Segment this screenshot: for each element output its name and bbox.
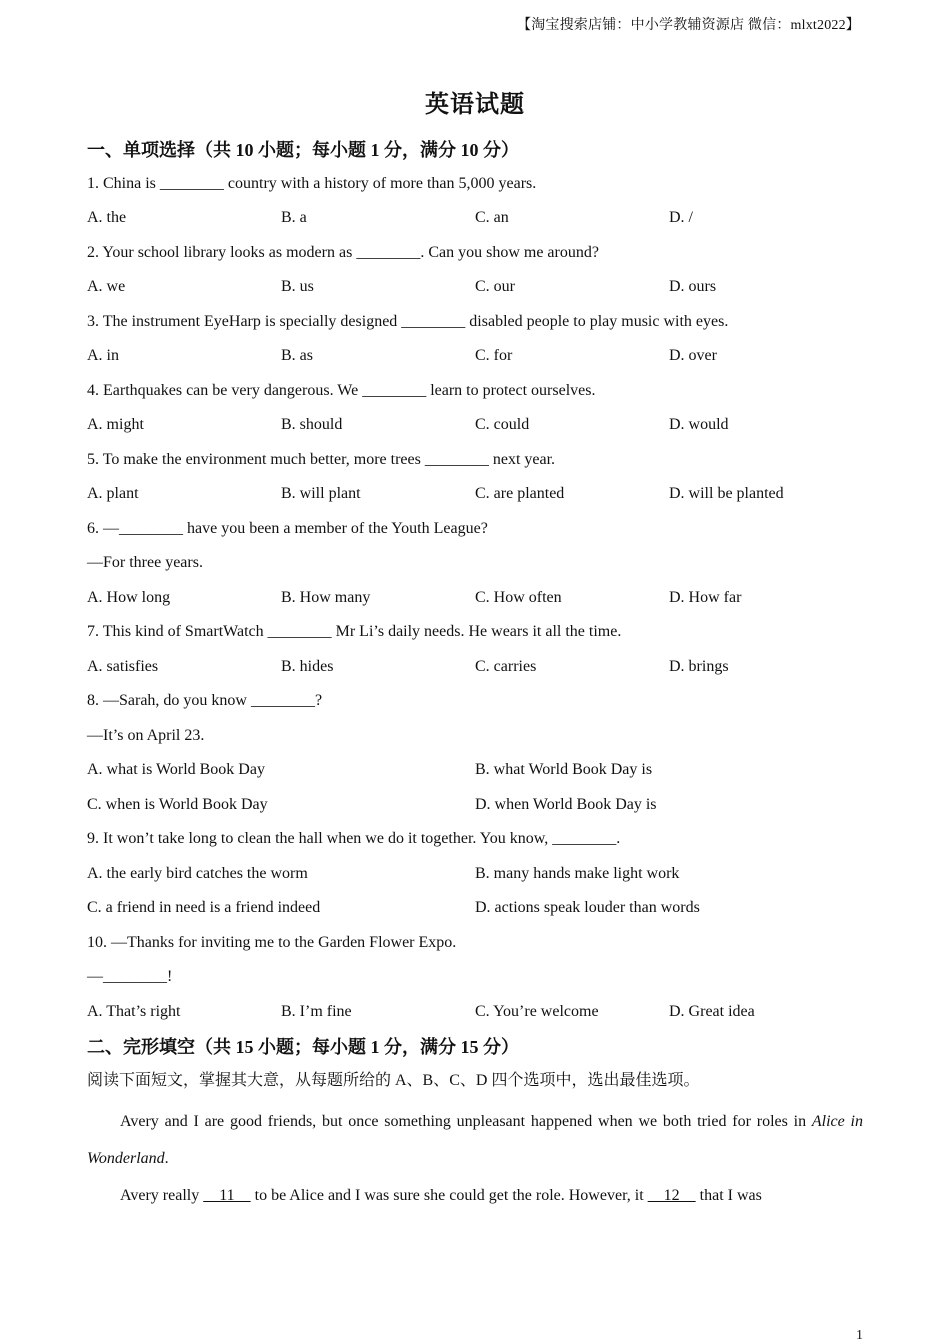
option-b: B. many hands make light work: [475, 864, 680, 882]
blank-11: 11: [203, 1187, 251, 1204]
question-6-reply: —For three years.: [87, 554, 203, 571]
exam-content: [87, 137, 863, 1214]
page-title: 英语试题: [425, 92, 525, 118]
question-1-options: [87, 206, 863, 241]
question-3: 3. The instrument EyeHarp is specially designed ________ disabled people to play music with eyes.: [87, 312, 729, 330]
question-10-reply: —________!: [87, 968, 173, 985]
blank-12: 12: [647, 1187, 696, 1204]
question-9: 9. It won’t take long to clean the hall when we do it together. You know, ________.: [87, 830, 621, 847]
passage-text-end: .: [164, 1150, 169, 1167]
option-d: D. when World Book Day is: [475, 795, 657, 813]
option-c: C. are planted: [475, 485, 565, 502]
option-d: D. How far: [669, 588, 742, 606]
question-6-options: [87, 586, 863, 621]
option-d: D. ours: [669, 278, 717, 295]
option-c: C. for: [475, 347, 513, 364]
option-b: B. a: [281, 209, 307, 226]
option-d: D. brings: [669, 657, 729, 675]
option-a: A. That’s right: [87, 1002, 181, 1020]
option-a: A. the: [87, 209, 127, 226]
question-8-reply: —It’s on April 23.: [87, 726, 205, 744]
option-b: B. I’m fine: [281, 1002, 352, 1020]
option-c: C. How often: [475, 588, 562, 606]
option-c: C. when is World Book Day: [87, 795, 268, 813]
passage-text: Avery really: [120, 1187, 204, 1204]
option-a: A. might: [87, 416, 144, 433]
option-a: A. satisfies: [87, 657, 159, 675]
option-b: B. as: [281, 347, 313, 364]
option-b: B. should: [281, 416, 343, 433]
passage-text: that I was: [695, 1187, 762, 1204]
question-7: 7. This kind of SmartWatch ________ Mr Li’s daily needs. He wears it all the time.: [87, 623, 622, 640]
option-c: C. an: [475, 209, 509, 226]
page-number: 1: [856, 1328, 863, 1343]
question-2: 2. Your school library looks as modern as ________. Can you show me around?: [87, 243, 599, 261]
section1-heading: 一、单项选择（共 10 小题；每小题 1 分，满分 10 分）: [87, 140, 519, 160]
option-c: C. a friend in need is a friend indeed: [87, 899, 321, 916]
option-a: A. in: [87, 347, 119, 364]
passage-paragraph-2: [87, 1177, 863, 1214]
question-4-options: [87, 413, 863, 448]
section2-heading: 二、完形填空（共 15 小题；每小题 1 分，满分 15 分）: [87, 1037, 519, 1057]
question-7-options: [87, 655, 863, 690]
option-d: D. will be planted: [669, 485, 784, 502]
option-c: C. could: [475, 416, 530, 433]
question-9-options-row1: [87, 862, 863, 897]
option-a: A. what is World Book Day: [87, 761, 265, 778]
question-1: 1. China is ________ country with a history of more than 5,000 years.: [87, 174, 537, 192]
option-a: A. How long: [87, 588, 171, 606]
passage-text: to be Alice and I was sure she could get the role. However, it: [250, 1187, 648, 1204]
section2-instruction: 阅读下面短文，掌握其大意，从每题所给的 A、B、C、D 四个选项中，选出最佳选项。: [87, 1071, 700, 1089]
passage-paragraph-1: [87, 1103, 863, 1177]
option-a: A. we: [87, 278, 126, 295]
option-c: C. You’re welcome: [475, 1002, 599, 1020]
question-8: 8. —Sarah, do you know ________?: [87, 692, 323, 709]
option-c: C. our: [475, 278, 515, 295]
question-8-options-row2: [87, 793, 863, 828]
question-4: 4. Earthquakes can be very dangerous. We ________ learn to protect ourselves.: [87, 381, 596, 399]
option-d: D. over: [669, 347, 717, 364]
question-3-options: [87, 344, 863, 379]
question-5-options: [87, 482, 863, 517]
question-9-options-row2: [87, 896, 863, 931]
option-b: B. will plant: [281, 485, 361, 502]
question-10-options: [87, 1000, 863, 1035]
question-2-options: [87, 275, 863, 310]
book-title: Alice in Wonderland: [87, 1113, 864, 1167]
option-d: D. Great idea: [669, 1002, 755, 1020]
option-b: B. what World Book Day is: [475, 761, 653, 778]
option-d: D. actions speak louder than words: [475, 899, 700, 916]
option-d: D. would: [669, 416, 729, 433]
question-6: 6. —________ have you been a member of the Youth League?: [87, 519, 488, 537]
option-a: A. plant: [87, 485, 139, 502]
passage-text: Avery and I are good friends, but once something unpleasant happened when we both tried for roles in: [120, 1113, 812, 1130]
question-5: 5. To make the environment much better, more trees ________ next year.: [87, 450, 556, 468]
option-b: B. How many: [281, 588, 371, 606]
question-8-options-row1: [87, 758, 863, 793]
option-b: B. us: [281, 278, 314, 295]
option-b: B. hides: [281, 657, 334, 675]
option-d: D. /: [669, 209, 693, 226]
header-note: 【淘宝搜索店铺：中小学教辅资源店 微信：mlxt2022】: [517, 18, 860, 33]
option-a: A. the early bird catches the worm: [87, 864, 308, 882]
question-10: 10. —Thanks for inviting me to the Garden Flower Expo.: [87, 933, 457, 951]
option-c: C. carries: [475, 657, 537, 675]
